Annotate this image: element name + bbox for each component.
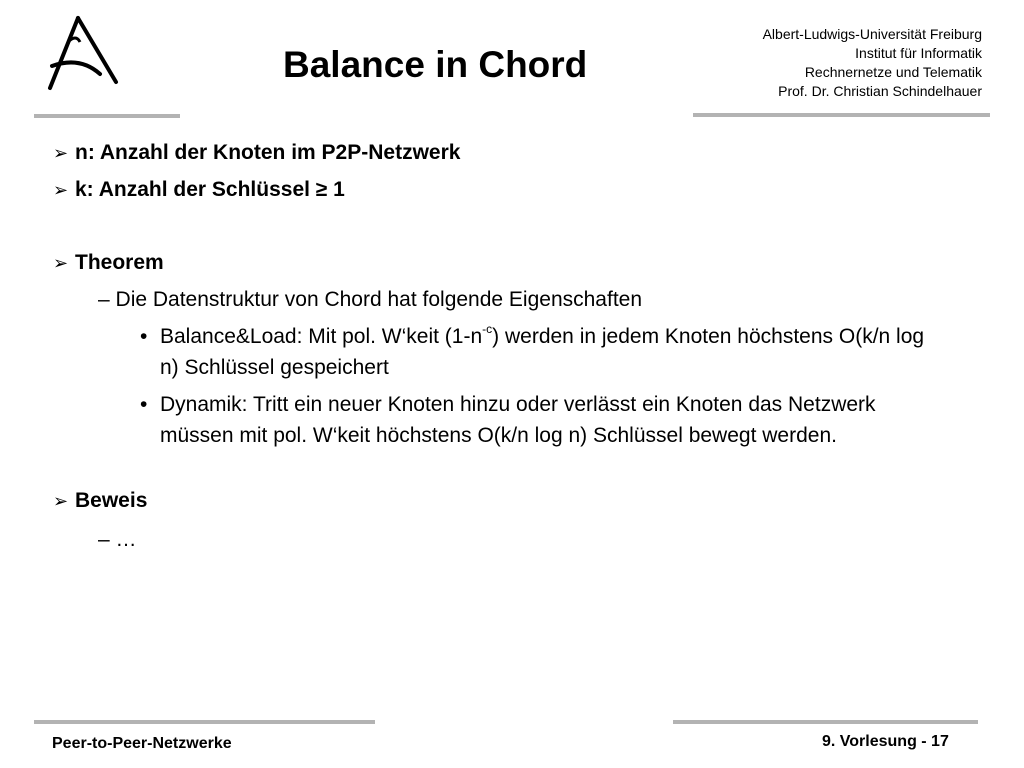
arrow-bullet-icon: ➢	[53, 180, 69, 201]
dash-marker: –	[98, 528, 110, 551]
bullet-beweis	[53, 488, 147, 515]
exponent: -c	[482, 322, 493, 336]
bullet-dot-icon: •	[140, 325, 148, 348]
bullet-k-definition	[53, 177, 345, 204]
beweis-label: Beweis	[75, 489, 148, 512]
slide-title: Balance in Chord	[283, 44, 588, 85]
property-balance	[140, 321, 940, 383]
header-rule-right	[693, 113, 990, 117]
arrow-bullet-icon: ➢	[53, 491, 69, 512]
bullet-theorem	[53, 250, 164, 277]
footer-rule-left	[34, 720, 375, 724]
institution-line-university: Albert-Ludwigs-Universität Freiburg	[762, 26, 982, 42]
institution-line-institute: Institut für Informatik	[855, 45, 982, 61]
bullet-text: k: Anzahl der Schlüssel ≥ 1	[75, 178, 345, 201]
subpoint-text: Die Datenstruktur von Chord hat folgende Eigenschaften	[115, 288, 643, 311]
footer-rule-right	[673, 720, 978, 724]
bullet-n-definition	[53, 140, 460, 167]
arrow-bullet-icon: ➢	[53, 143, 69, 164]
institution-line-chair: Rechnernetze und Telematik	[804, 64, 982, 80]
university-logo-icon	[40, 14, 120, 92]
dash-marker: –	[98, 288, 110, 311]
footer-slide-number: 9. Vorlesung - 17	[822, 733, 949, 750]
footer-course-name: Peer-to-Peer-Netzwerke	[52, 735, 232, 752]
property-balance-text: Balance&Load: Mit pol. W‘keit $(1-n^{-c})$ werden in jedem Knoten höchstens O(k/n log n) Schlüssel gespeichert	[160, 322, 925, 379]
beweis-subpoint	[98, 527, 137, 553]
bullet-dot-icon: •	[140, 393, 148, 416]
institution-line-professor: Prof. Dr. Christian Schindelhauer	[778, 83, 982, 99]
property-dynamik-text: Dynamik: Tritt ein neuer Knoten hinzu oder verlässt ein Knoten das Netzwerk müssen mit pol. W‘keit höchstens O(k/n log n) Schlüssel bewegt werden.	[160, 393, 876, 447]
theorem-label: Theorem	[75, 251, 164, 274]
header-rule-left	[34, 114, 180, 118]
bullet-text: n: Anzahl der Knoten im P2P-Netzwerk	[75, 141, 461, 164]
institution-block	[763, 25, 982, 101]
theorem-subpoint	[98, 287, 642, 313]
subpoint-text: …	[115, 528, 137, 551]
property-dynamik	[140, 389, 940, 451]
arrow-bullet-icon: ➢	[53, 253, 69, 274]
